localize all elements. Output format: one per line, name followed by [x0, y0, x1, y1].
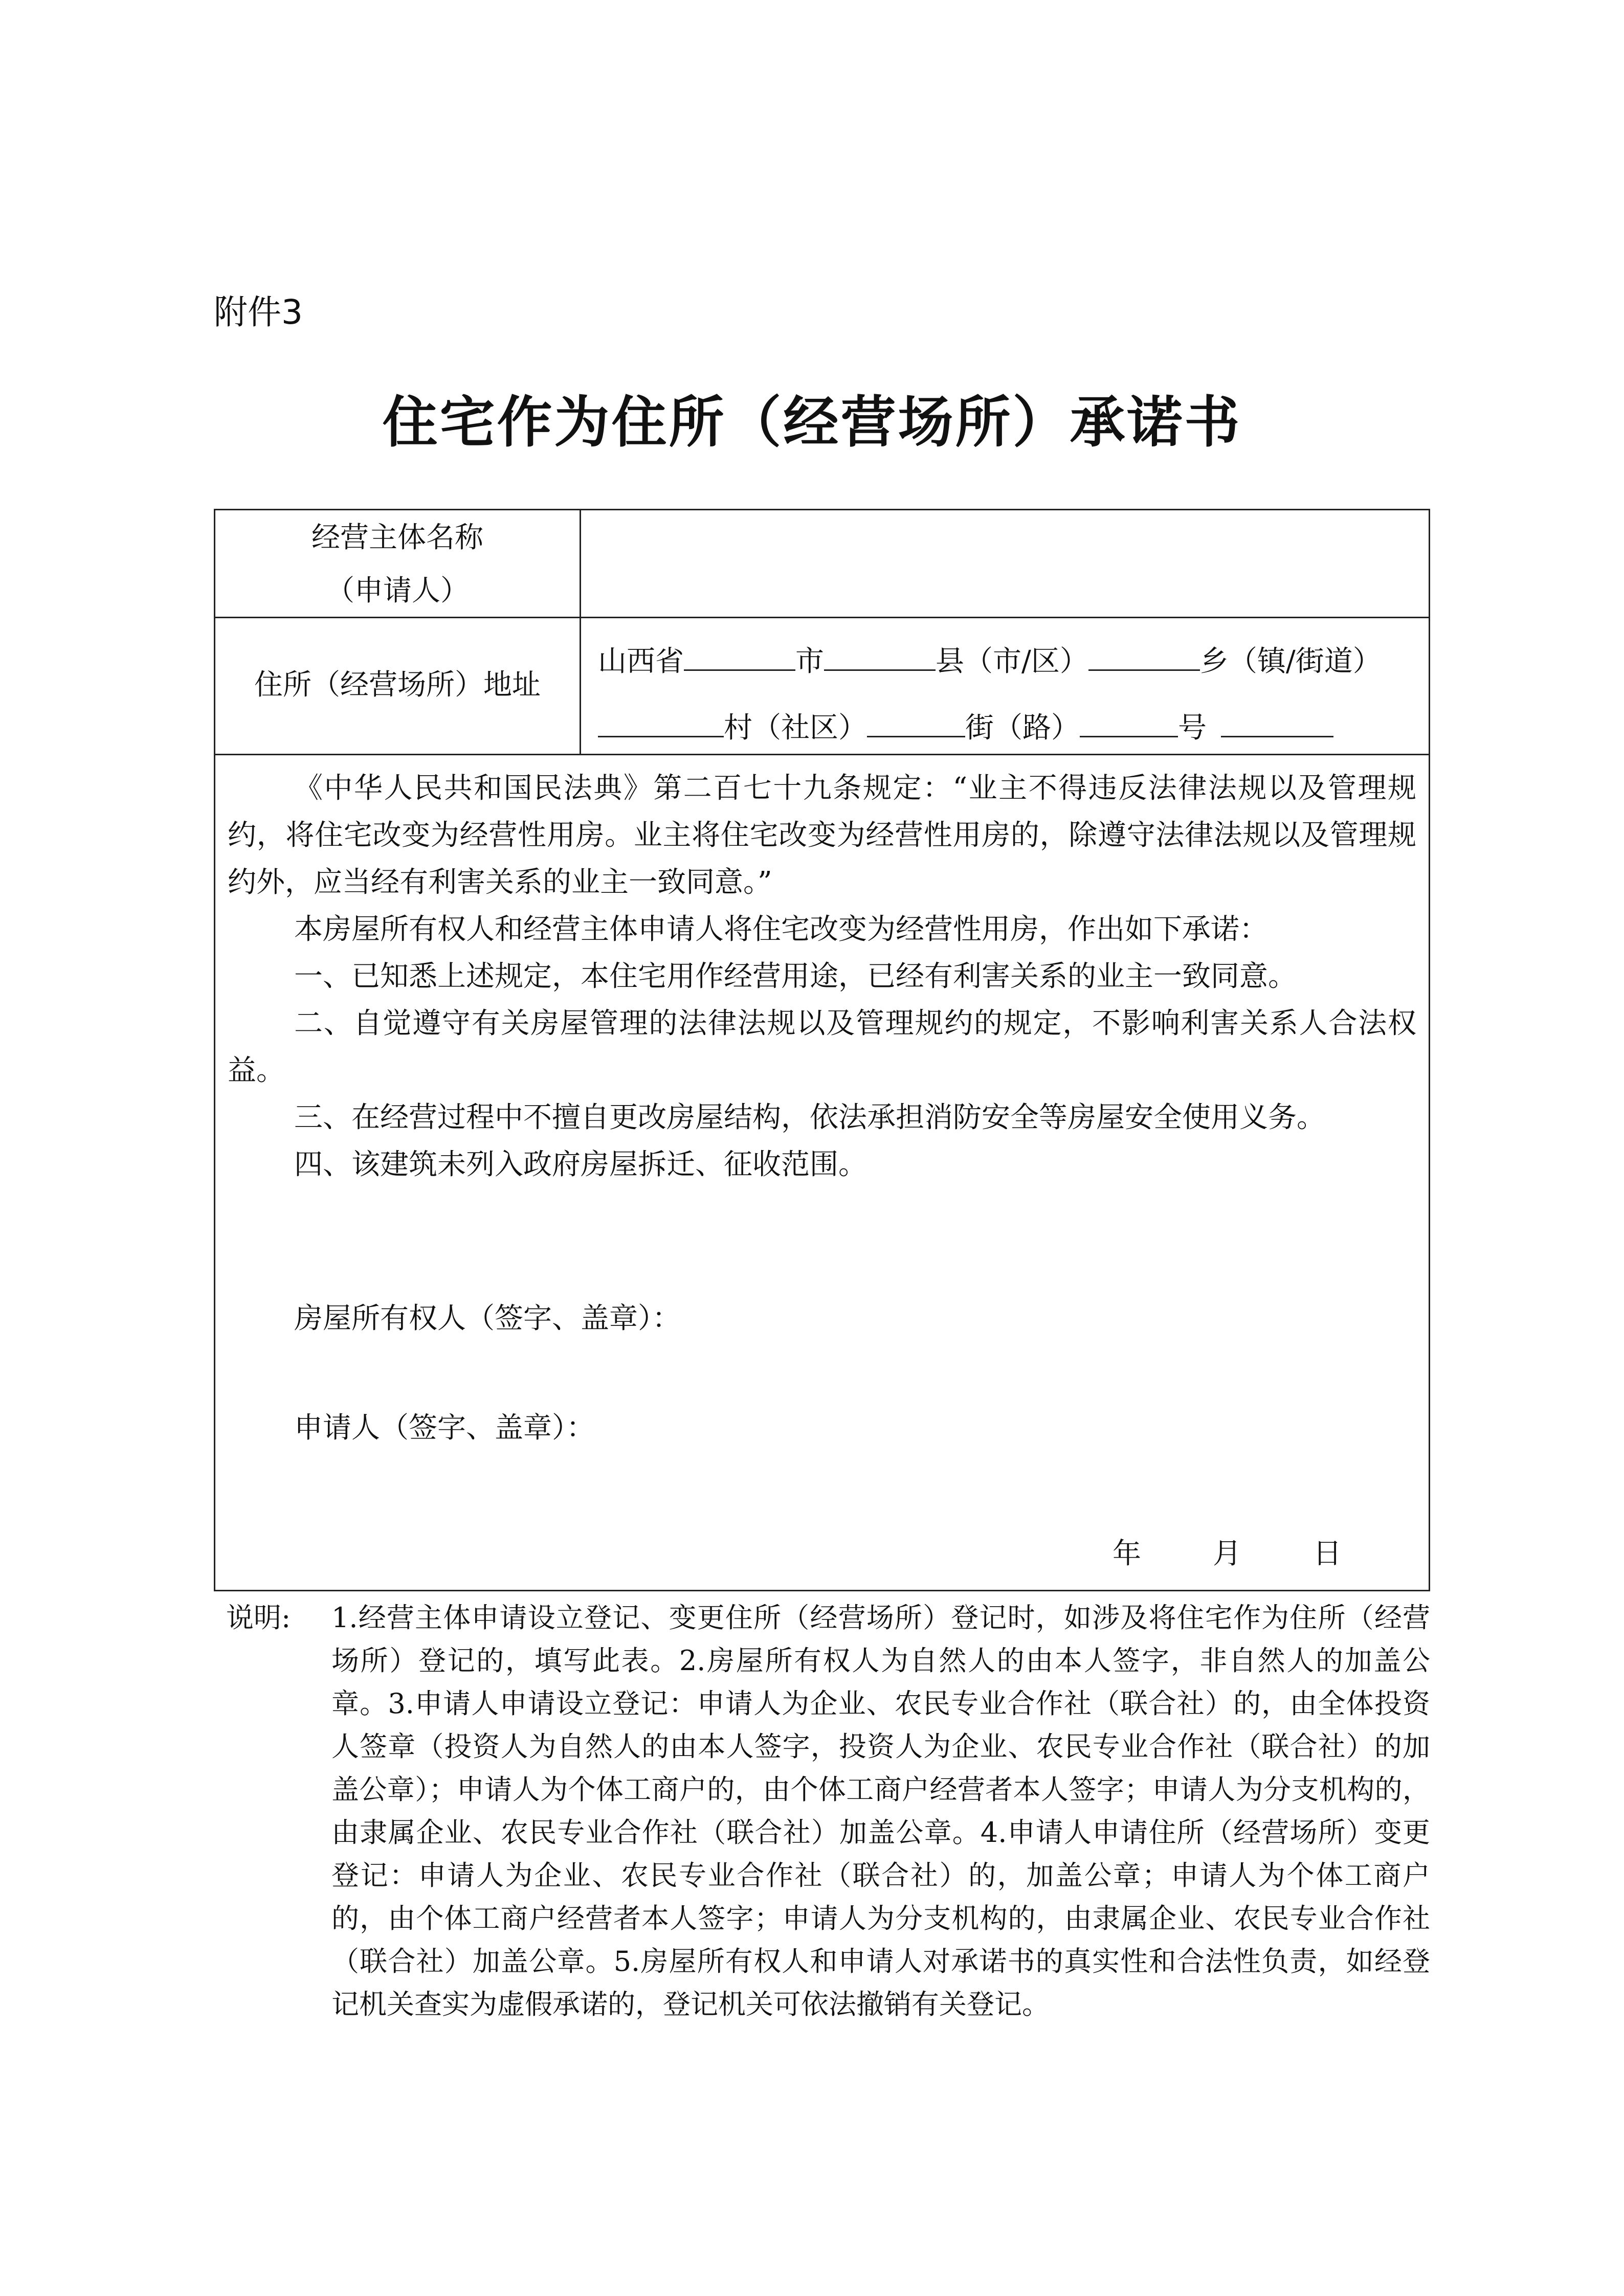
- address-county: 县（市/区）: [936, 645, 1088, 678]
- applicant-signature-label: 申请人（签字、盖章）：: [294, 1411, 595, 1445]
- body-paragraph: 三、在经营过程中不擅自更改房屋结构，依法承担消防安全等房屋安全使用义务。: [294, 1101, 1325, 1134]
- notes-text: 1.经营主体申请设立登记、变更住所（经营场所）登记时，如涉及将住宅作为住所（经营场所）登记的，填写此表。2.房屋所有权人为自然人的由本人签字，非自然人的加盖公章。3.申请人申请设立登记：申请人为企业、农民专业合作社（联合社）的，由全体投资人签章（投资人为自然人的由本人签字，投资人为企业、农民专业合作社（联合社）的加盖公章）；申请人为个体工商户的，由个体工商户经营者本人签字；申请人为分支机构的，由隶属企业、农民专业合作社（联合社）加盖公章。4.申请人申请住所（经营场所）变更登记：申请人为企业、农民专业合作社（联合社）的，加盖公章；申请人为个体工商户的，由个体工商户经营者本人签字；申请人为分支机构的，由隶属企业、农民专业合作社（联合社）加盖公章。5.房屋所有权人和申请人对承诺书的真实性和合法性负责，如经登记机关查实为虚假承诺的，登记机关可依法撤销有关登记。: [331, 1602, 1430, 2020]
- city-blank[interactable]: [684, 645, 795, 671]
- commitment-form: [214, 509, 1430, 1591]
- document-title: 住宅作为住所（经营场所）承诺书: [382, 390, 1242, 455]
- notes-label: 说明:: [226, 1602, 291, 1634]
- address-line-2: [598, 711, 1333, 745]
- county-blank[interactable]: [824, 645, 936, 671]
- date-month: 月: [1213, 1537, 1241, 1570]
- row-divider: [215, 754, 1429, 755]
- town-blank[interactable]: [1088, 645, 1200, 671]
- attachment-label: 附件3: [214, 292, 303, 332]
- entity-name-label: [215, 510, 580, 618]
- entity-name-label-line1: 经营主体名称: [312, 521, 483, 554]
- address-village: 村（社区）: [724, 711, 867, 745]
- date-line: [1113, 1537, 1342, 1570]
- number-blank[interactable]: [1221, 711, 1333, 737]
- body-paragraph: 一、已知悉上述规定，本住宅用作经营用途，已经有利害关系的业主一致同意。: [294, 960, 1297, 993]
- body-paragraph: 四、该建筑未列入政府房屋拆迁、征收范围。: [294, 1148, 867, 1181]
- address-town: 乡（镇/街道）: [1199, 645, 1382, 678]
- address-label: 住所（经营场所）地址: [254, 668, 541, 702]
- address-city: 市: [795, 645, 824, 678]
- building-blank[interactable]: [1080, 711, 1178, 737]
- body-paragraph: 本房屋所有权人和经营主体申请人将住宅改变为经营性用房，作出如下承诺：: [294, 913, 1268, 946]
- entity-name-field[interactable]: [581, 510, 1429, 615]
- street-blank[interactable]: [867, 711, 965, 737]
- owner-signature-label: 房屋所有权人（签字、盖章）：: [294, 1302, 681, 1335]
- entity-name-label-line2: （申请人）: [326, 574, 469, 607]
- body-paragraph: 二、自觉遵守有关房屋管理的法律法规以及管理规约的规定，不影响利害关系人合法权益。: [228, 1007, 1416, 1087]
- date-year: 年: [1113, 1537, 1141, 1570]
- address-street: 街（路）: [965, 711, 1080, 745]
- address-line-1: [598, 645, 1382, 676]
- body-paragraph: 《中华人民共和国民法典》第二百七十九条规定：“业主不得违反法律法规以及管理规约，将住宅改变为经营性用房。业主将住宅改变为经营性用房的，除遵守法律法规以及管理规约外，应当经有利害关系的业主一致同意。”: [228, 772, 1416, 899]
- address-number: 号: [1178, 711, 1207, 745]
- commitment-body: [228, 765, 1416, 1188]
- address-province: 山西省: [598, 645, 684, 678]
- village-blank[interactable]: [598, 711, 724, 737]
- date-day: 日: [1313, 1537, 1342, 1570]
